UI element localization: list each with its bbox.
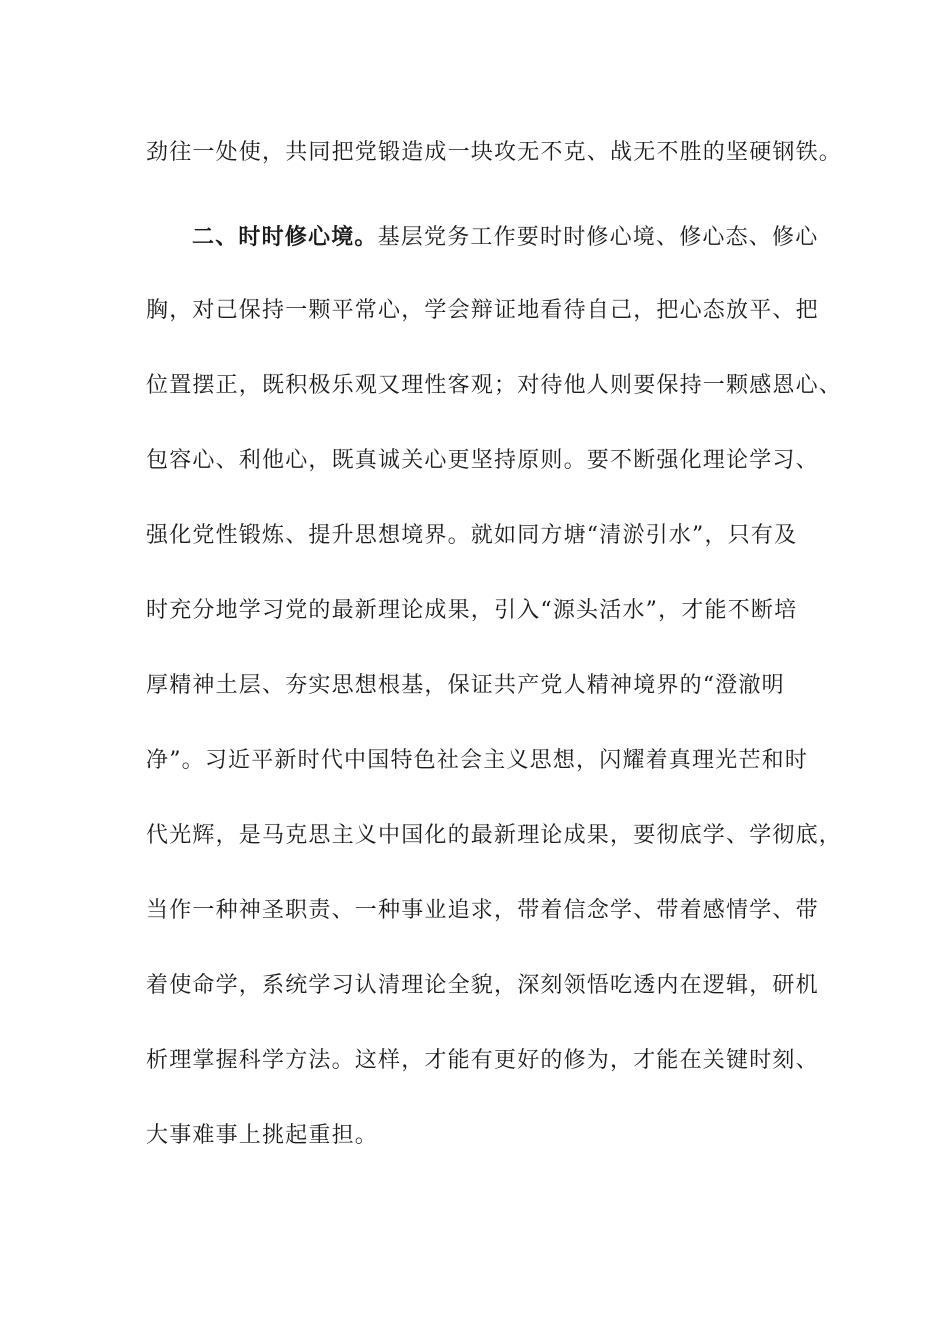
paragraph-line-3: 胸，对己保持一颗平常心，学会辩证地看待自己，把心态放平、把 xyxy=(146,298,819,323)
paragraph-line-1: 劲往一处使，共同把党锻造成一块攻无不克、战无不胜的坚硬钢铁。 xyxy=(146,140,843,165)
paragraph-line-6: 强化党性锻炼、提升思想境界。就如同方塘“清淤引水”，只有及 xyxy=(146,523,798,548)
section-heading: 二、时时修心境。 xyxy=(192,224,378,250)
paragraph-line-8: 厚精神土层、夯实思想根基，保证共产党人精神境界的“澄澈明 xyxy=(146,673,785,698)
paragraph-line-5: 包容心、利他心，既真诚关心更坚持原则。要不断强化理论学习、 xyxy=(146,448,819,473)
section-first-line-text: 基层党务工作要时时修心境、修心态、修心 xyxy=(377,225,819,250)
paragraph-line-13: 析理掌握科学方法。这样，才能有更好的修为，才能在关键时刻、 xyxy=(146,1048,819,1073)
paragraph-line-10: 代光辉，是马克思主义中国化的最新理论成果，要彻底学、学彻底， xyxy=(146,823,843,848)
paragraph-line-12: 着使命学，系统学习认清理论全貌，深刻领悟吃透内在逻辑，研机 xyxy=(146,973,819,998)
paragraph-line-9: 净”。习近平新时代中国特色社会主义思想，闪耀着真理光芒和时 xyxy=(146,748,809,773)
section-first-line xyxy=(192,222,818,253)
paragraph-line-11: 当作一种神圣职责、一种事业追求，带着信念学、带着感情学、带 xyxy=(146,898,819,923)
paragraph-line-7: 时充分地学习党的最新理论成果，引入“源头活水”，才能不断培 xyxy=(146,598,798,623)
paragraph-line-14: 大事难事上挑起重担。 xyxy=(146,1123,379,1148)
paragraph-line-4: 位置摆正，既积极乐观又理性客观；对待他人则要保持一颗感恩心、 xyxy=(146,373,843,398)
